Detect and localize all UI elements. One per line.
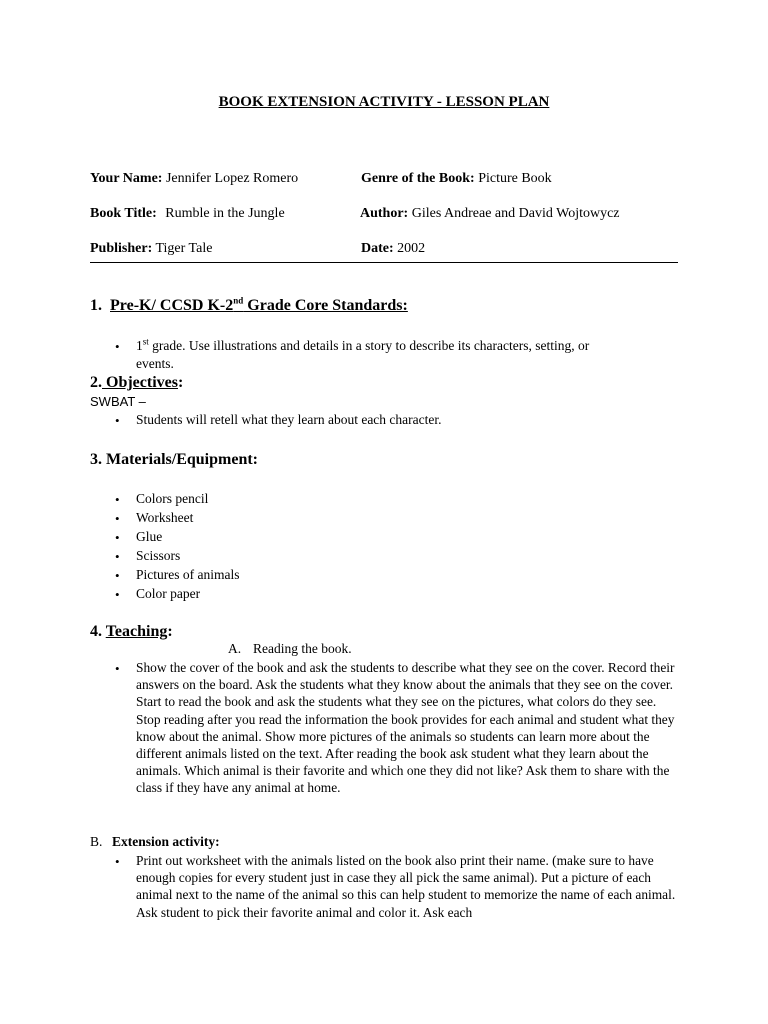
date-label: Date: (361, 241, 394, 256)
teaching-sub-a-text: Reading the book. (253, 641, 352, 656)
material-item: Colors pencil (136, 491, 209, 506)
author-field (360, 206, 620, 222)
publisher-label: Publisher: (90, 241, 153, 256)
swbat-label: SWBAT – (90, 394, 146, 409)
name-value: Jennifer Lopez Romero (165, 171, 299, 186)
standards-heading-text (110, 297, 408, 314)
book-title-label: Book Title: (90, 206, 157, 221)
bullet-icon: • (115, 854, 120, 869)
standards-heading-b: Grade Core Standards: (243, 297, 408, 314)
objectives-colon: : (177, 374, 184, 391)
teaching-heading-text: Teaching (105, 623, 168, 640)
bullet-icon: • (115, 549, 120, 564)
bullet-icon: • (115, 568, 120, 583)
teaching-sub-b-letter: B. (90, 834, 103, 849)
divider-line (90, 262, 678, 263)
extension-paragraph: Print out worksheet with the animals listed on the book also print their name. (make sure to have enough copies for every student just in case they all pick the same animal). Put a picture of each animal next to the name of the animal so this can help student to memorize the name of each animal. Ask student to pick their favorite animal and color it. Ask each (136, 853, 676, 920)
publisher-value: Tiger Tale (155, 241, 213, 256)
author-value: Giles Andreae and David Wojtowycz (411, 206, 620, 221)
name-label: Your Name: (90, 171, 163, 186)
bullet-icon: • (115, 413, 120, 428)
standards-item-line1 (136, 338, 589, 354)
material-item: Color paper (136, 586, 201, 601)
bullet-icon: • (115, 492, 120, 507)
bullet-icon: • (115, 511, 120, 526)
materials-heading: 3. Materials/Equipment: (90, 451, 258, 468)
objectives-heading-text: Objectives (102, 374, 178, 391)
standards-item-line2: events. (136, 356, 174, 371)
objectives-number: 2. (90, 374, 102, 391)
material-item: Glue (136, 529, 163, 544)
standards-heading-a: Pre-K/ CCSD K-2 (110, 297, 234, 314)
material-item: Pictures of animals (136, 567, 240, 582)
teaching-heading (90, 623, 173, 641)
book-title-value: Rumble in the Jungle (165, 206, 285, 221)
date-field (361, 241, 425, 257)
material-item: Worksheet (136, 510, 194, 525)
genre-label: Genre of the Book: (361, 171, 475, 186)
teaching-paragraph: Show the cover of the book and ask the students to describe what they see on the cover. Record their answers on the board. Ask the students what they know about the animals that they see on the cover. Start to read the book and ask the students what they see on the pictures, what colors do they see. Stop reading after you read the information the book provides for each animal and student what they know about the animal. Show more pictures of the animals so students can learn more about the different animals listed on the text. After reading the book ask student what they learn about the animals. Which animal is their favorite and which one they did not like? Ask them to share with the class if they have any animal at home. (136, 660, 675, 796)
name-field (90, 171, 298, 187)
standards-item-sup: st (142, 336, 149, 347)
bullet-icon: • (115, 661, 120, 676)
teaching-sub-a-letter: A. (228, 641, 242, 656)
standards-heading (90, 297, 408, 315)
objectives-heading (90, 374, 183, 392)
page-title: BOOK EXTENSION ACTIVITY - LESSON PLAN (218, 94, 550, 110)
teaching-colon: : (167, 623, 173, 640)
bullet-icon: • (115, 587, 120, 602)
bullet-icon: • (115, 530, 120, 545)
material-item: Scissors (136, 548, 181, 563)
teaching-sub-b-text: Extension activity: (112, 834, 220, 849)
genre-value: Picture Book (478, 171, 552, 186)
publisher-field (90, 241, 212, 257)
teaching-number: 4. (90, 623, 106, 640)
standards-number: 1. (90, 297, 102, 314)
standards-item-num: 1 (136, 338, 143, 353)
standards-heading-sup: nd (233, 295, 244, 306)
genre-field (361, 171, 552, 187)
standards-item-text: grade. Use illustrations and details in a story to describe its characters, setting, or (148, 338, 590, 353)
objectives-item: Students will retell what they learn about each character. (136, 412, 442, 427)
author-label: Author: (360, 206, 409, 221)
book-title-field (90, 206, 285, 222)
date-value: 2002 (397, 241, 426, 256)
bullet-icon: • (115, 339, 120, 354)
